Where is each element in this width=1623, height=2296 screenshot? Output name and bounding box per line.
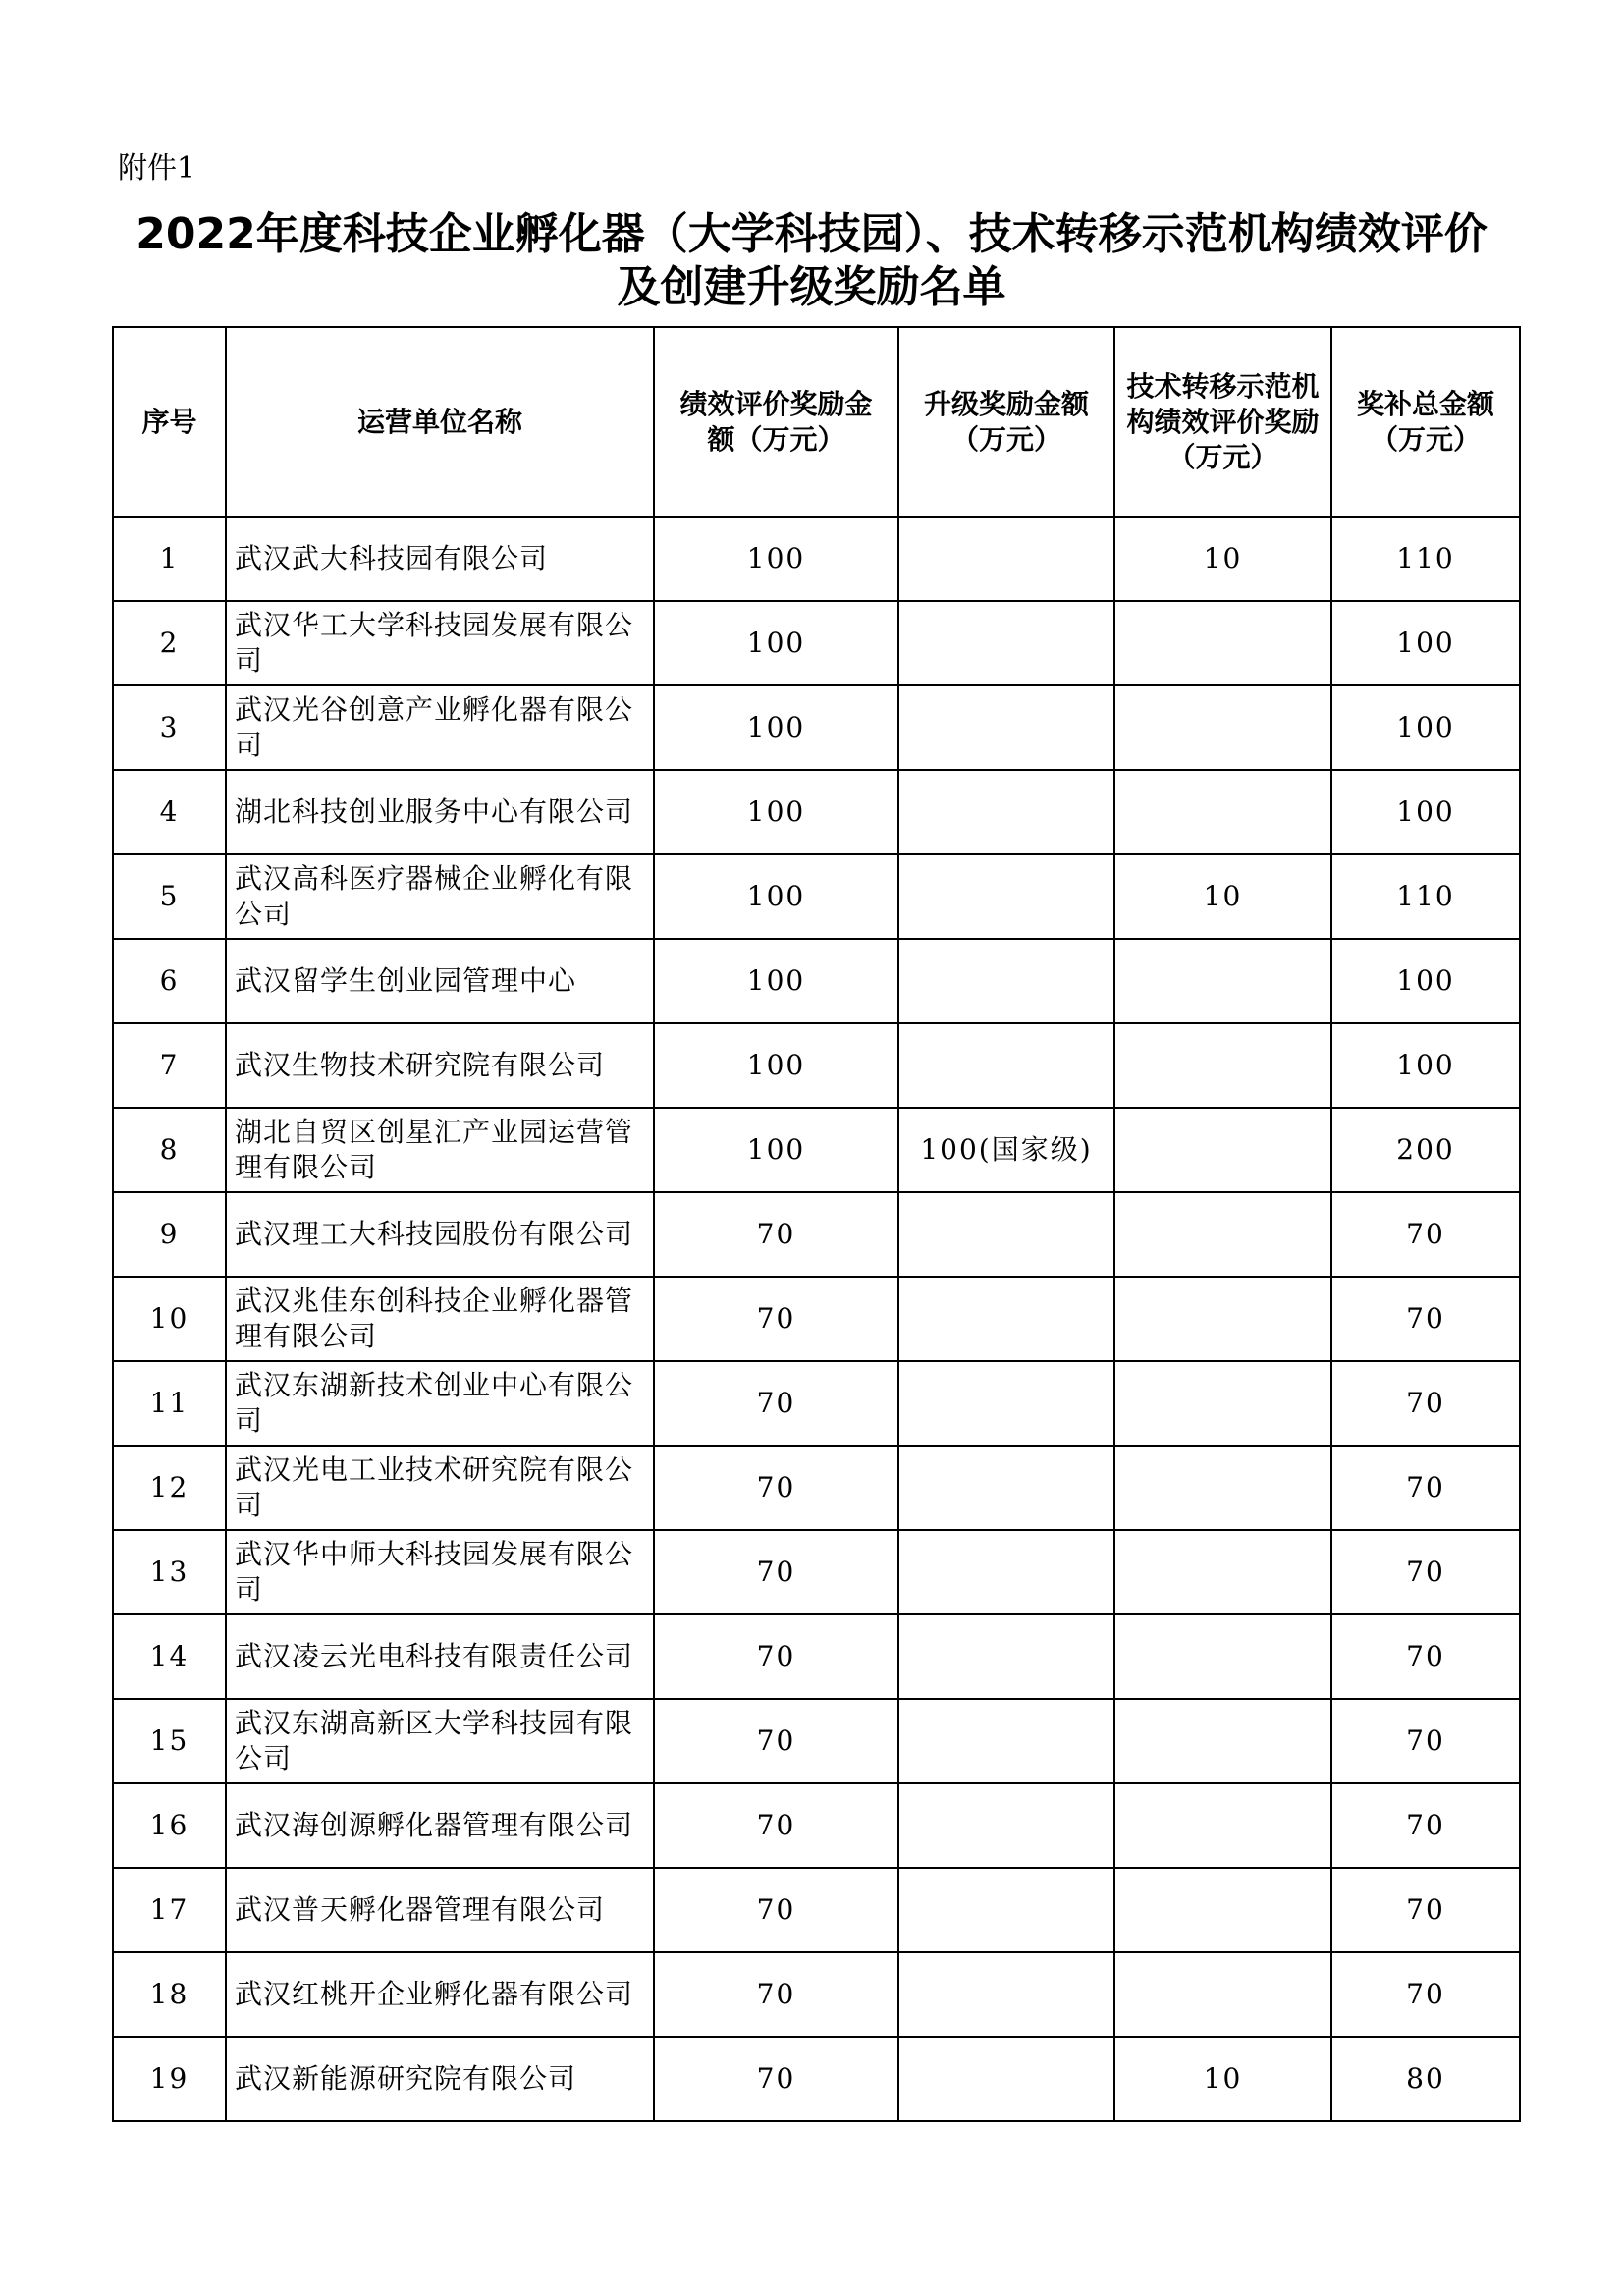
cell-transfer: [1114, 1361, 1331, 1446]
cell-perf: 100: [654, 939, 898, 1023]
table-row: [113, 1699, 1520, 1783]
cell-transfer: 10: [1114, 517, 1331, 601]
cell-total: 70: [1331, 1530, 1520, 1614]
cell-seq: 7: [113, 1023, 226, 1108]
cell-transfer: [1114, 1783, 1331, 1868]
cell-name: 武汉新能源研究院有限公司: [226, 2037, 654, 2121]
cell-upgrade: [898, 1446, 1114, 1530]
cell-seq: 17: [113, 1868, 226, 1952]
cell-seq: 3: [113, 685, 226, 770]
cell-seq: 18: [113, 1952, 226, 2037]
cell-upgrade: [898, 1192, 1114, 1277]
cell-perf: 100: [654, 517, 898, 601]
header-total: 奖补总金额（万元）: [1331, 327, 1520, 517]
cell-total: 110: [1331, 854, 1520, 939]
cell-total: 100: [1331, 685, 1520, 770]
cell-transfer: [1114, 1108, 1331, 1192]
cell-perf: 70: [654, 1192, 898, 1277]
cell-transfer: [1114, 1699, 1331, 1783]
cell-total: 70: [1331, 1192, 1520, 1277]
cell-seq: 5: [113, 854, 226, 939]
cell-upgrade: [898, 1614, 1114, 1699]
cell-seq: 6: [113, 939, 226, 1023]
page-title-line-1: 2022年度科技企业孵化器（大学科技园）、技术转移示范机构绩效评价: [135, 209, 1488, 259]
cell-upgrade: [898, 685, 1114, 770]
table-row: [113, 1614, 1520, 1699]
cell-transfer: [1114, 1614, 1331, 1699]
cell-seq: 14: [113, 1614, 226, 1699]
cell-total: 100: [1331, 1023, 1520, 1108]
cell-seq: 16: [113, 1783, 226, 1868]
cell-perf: 100: [654, 770, 898, 854]
cell-transfer: [1114, 1868, 1331, 1952]
cell-perf: 100: [654, 1023, 898, 1108]
cell-transfer: [1114, 1023, 1331, 1108]
cell-perf: 70: [654, 1868, 898, 1952]
cell-name: 武汉光电工业技术研究院有限公司: [226, 1446, 654, 1530]
cell-total: 70: [1331, 1446, 1520, 1530]
cell-name: 武汉海创源孵化器管理有限公司: [226, 1783, 654, 1868]
cell-transfer: [1114, 939, 1331, 1023]
header-perf: 绩效评价奖励金额（万元）: [654, 327, 898, 517]
cell-upgrade: [898, 1699, 1114, 1783]
table-row: [113, 1530, 1520, 1614]
cell-name: 武汉武大科技园有限公司: [226, 517, 654, 601]
cell-total: 110: [1331, 517, 1520, 601]
table-row: [113, 517, 1520, 601]
cell-seq: 11: [113, 1361, 226, 1446]
cell-perf: 70: [654, 1277, 898, 1361]
cell-seq: 8: [113, 1108, 226, 1192]
cell-perf: 100: [654, 601, 898, 685]
reward-table: [112, 326, 1521, 2122]
cell-upgrade: [898, 1530, 1114, 1614]
cell-total: 200: [1331, 1108, 1520, 1192]
cell-upgrade: [898, 1277, 1114, 1361]
cell-perf: 70: [654, 1361, 898, 1446]
cell-upgrade: [898, 1868, 1114, 1952]
cell-transfer: [1114, 1952, 1331, 2037]
cell-name: 湖北自贸区创星汇产业园运营管理有限公司: [226, 1108, 654, 1192]
cell-total: 100: [1331, 770, 1520, 854]
cell-total: 70: [1331, 1783, 1520, 1868]
cell-name: 武汉红桃开企业孵化器有限公司: [226, 1952, 654, 2037]
cell-upgrade: [898, 1361, 1114, 1446]
header-name: 运营单位名称: [226, 327, 654, 517]
cell-transfer: [1114, 1192, 1331, 1277]
cell-seq: 15: [113, 1699, 226, 1783]
table-row: [113, 854, 1520, 939]
cell-transfer: 10: [1114, 854, 1331, 939]
cell-perf: 70: [654, 1952, 898, 2037]
cell-transfer: [1114, 1277, 1331, 1361]
cell-seq: 19: [113, 2037, 226, 2121]
cell-perf: 70: [654, 1446, 898, 1530]
cell-total: 70: [1331, 1699, 1520, 1783]
cell-name: 湖北科技创业服务中心有限公司: [226, 770, 654, 854]
cell-upgrade: [898, 1952, 1114, 2037]
cell-name: 武汉生物技术研究院有限公司: [226, 1023, 654, 1108]
cell-seq: 13: [113, 1530, 226, 1614]
table-row: [113, 1108, 1520, 1192]
table-header-row: [113, 327, 1520, 517]
cell-perf: 70: [654, 2037, 898, 2121]
cell-name: 武汉东湖高新区大学科技园有限公司: [226, 1699, 654, 1783]
cell-upgrade: [898, 601, 1114, 685]
cell-upgrade: 100(国家级): [898, 1108, 1114, 1192]
cell-upgrade: [898, 517, 1114, 601]
cell-name: 武汉理工大科技园股份有限公司: [226, 1192, 654, 1277]
cell-total: 70: [1331, 1952, 1520, 2037]
cell-perf: 100: [654, 685, 898, 770]
cell-perf: 70: [654, 1783, 898, 1868]
header-seq: 序号: [113, 327, 226, 517]
cell-perf: 100: [654, 1108, 898, 1192]
cell-name: 武汉华工大学科技园发展有限公司: [226, 601, 654, 685]
table-row: [113, 770, 1520, 854]
cell-upgrade: [898, 1023, 1114, 1108]
cell-perf: 70: [654, 1530, 898, 1614]
attachment-label: 附件1: [118, 151, 196, 186]
table-row: [113, 1361, 1520, 1446]
cell-total: 70: [1331, 1868, 1520, 1952]
cell-perf: 100: [654, 854, 898, 939]
table-row: [113, 1868, 1520, 1952]
page-title: [0, 208, 1623, 314]
cell-name: 武汉高科医疗器械企业孵化有限公司: [226, 854, 654, 939]
cell-transfer: 10: [1114, 2037, 1331, 2121]
cell-total: 70: [1331, 1361, 1520, 1446]
table-row: [113, 2037, 1520, 2121]
cell-transfer: [1114, 601, 1331, 685]
cell-upgrade: [898, 854, 1114, 939]
cell-name: 武汉东湖新技术创业中心有限公司: [226, 1361, 654, 1446]
cell-name: 武汉凌云光电科技有限责任公司: [226, 1614, 654, 1699]
cell-name: 武汉兆佳东创科技企业孵化器管理有限公司: [226, 1277, 654, 1361]
header-upgrade: 升级奖励金额（万元）: [898, 327, 1114, 517]
cell-seq: 12: [113, 1446, 226, 1530]
header-transfer: 技术转移示范机构绩效评价奖励（万元）: [1114, 327, 1331, 517]
cell-upgrade: [898, 1783, 1114, 1868]
cell-total: 100: [1331, 601, 1520, 685]
table-row: [113, 685, 1520, 770]
table-row: [113, 1446, 1520, 1530]
cell-upgrade: [898, 2037, 1114, 2121]
table-row: [113, 1277, 1520, 1361]
cell-seq: 1: [113, 517, 226, 601]
cell-perf: 70: [654, 1614, 898, 1699]
cell-name: 武汉光谷创意产业孵化器有限公司: [226, 685, 654, 770]
cell-transfer: [1114, 770, 1331, 854]
table-row: [113, 1023, 1520, 1108]
cell-upgrade: [898, 939, 1114, 1023]
cell-name: 武汉普天孵化器管理有限公司: [226, 1868, 654, 1952]
table-row: [113, 1783, 1520, 1868]
cell-upgrade: [898, 770, 1114, 854]
cell-transfer: [1114, 1530, 1331, 1614]
cell-name: 武汉留学生创业园管理中心: [226, 939, 654, 1023]
cell-total: 70: [1331, 1614, 1520, 1699]
table-row: [113, 1952, 1520, 2037]
cell-total: 100: [1331, 939, 1520, 1023]
cell-perf: 70: [654, 1699, 898, 1783]
cell-transfer: [1114, 685, 1331, 770]
cell-seq: 4: [113, 770, 226, 854]
table-row: [113, 939, 1520, 1023]
table-row: [113, 601, 1520, 685]
table-body: [113, 517, 1520, 2121]
cell-total: 70: [1331, 1277, 1520, 1361]
cell-transfer: [1114, 1446, 1331, 1530]
table-row: [113, 1192, 1520, 1277]
cell-seq: 10: [113, 1277, 226, 1361]
cell-total: 80: [1331, 2037, 1520, 2121]
cell-name: 武汉华中师大科技园发展有限公司: [226, 1530, 654, 1614]
cell-seq: 2: [113, 601, 226, 685]
page-title-line-2: 及创建升级奖励名单: [617, 262, 1006, 312]
cell-seq: 9: [113, 1192, 226, 1277]
